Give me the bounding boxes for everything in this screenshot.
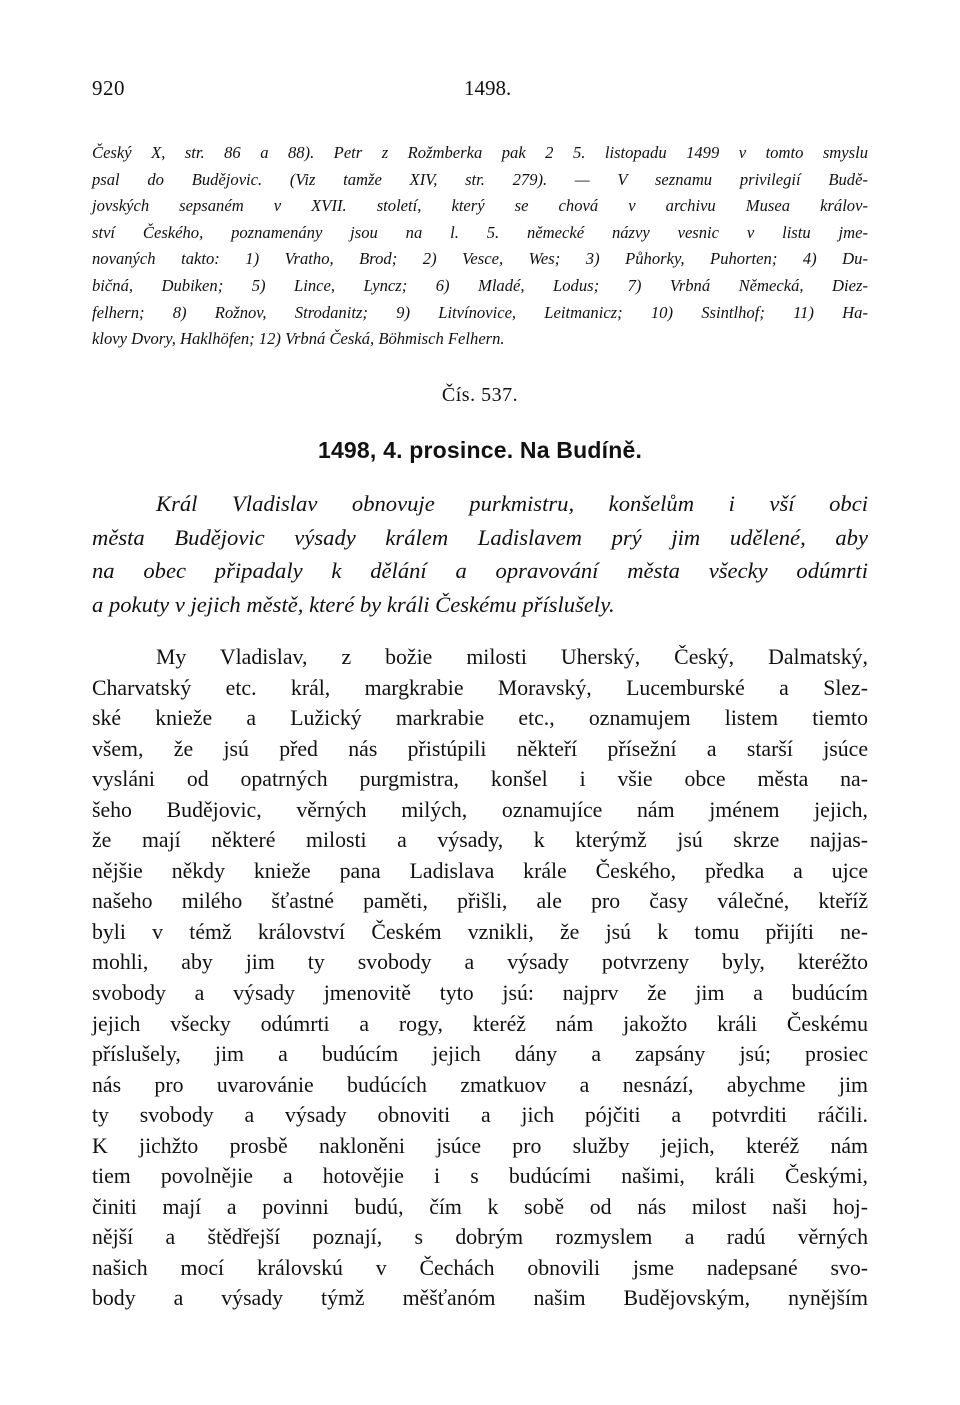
- footnote-line: novaných takto: 1) Vratho, Brod; 2) Vesce, Wes; 3) Půhorky, Puhorten; 4) Du-: [92, 249, 868, 269]
- page-number: 920: [92, 76, 125, 100]
- regest-line: na obec připadaly k dělání a opravování města všecky odúmrti: [92, 558, 868, 584]
- document-text: [92, 642, 868, 1314]
- text-line: že mají některé milosti a výsady, k kterýmž jsú skrze najjas-: [92, 828, 868, 853]
- text-line: našich mocí královskú v Čechách obnovili jsme nadepsané svo-: [92, 1255, 868, 1280]
- text-line: K jichžto prosbě nakloněni jsúce pro služby jejich, kteréž nám: [92, 1133, 868, 1158]
- footnote-line: klovy Dvory, Haklhöfen; 12) Vrbná Česká, Böhmisch Felhern.: [92, 329, 505, 349]
- regest-line: a pokuty v jejich městě, které by králi Českému příslušely.: [92, 591, 615, 617]
- document-number: Čís. 537.: [441, 384, 519, 406]
- text-line: činiti mají a povinni budú, čím k sobě od nás milost naši hoj-: [92, 1194, 868, 1219]
- text-line: našeho milého šťastné paměti, přišli, ale pro časy válečné, kteříž: [92, 889, 868, 914]
- running-title: 1498.: [464, 76, 512, 100]
- regest: [92, 487, 868, 621]
- footnote-line: felhern; 8) Rožnov, Strodanitz; 9) Litvínovice, Leitmanicz; 10) Ssintlhof; 11) Ha-: [92, 302, 868, 322]
- text-line: byli v témž království Českém vznikli, že jsú k tomu přijíti ne-: [92, 919, 868, 944]
- text-line: My Vladislav, z božie milosti Uherský, Český, Dalmatský,: [156, 645, 868, 669]
- text-line: nější a štědřejší poznají, s dobrým rozmyslem a radú věrných: [92, 1225, 868, 1250]
- running-header: [92, 76, 868, 106]
- footnote-line: bičná, Dubiken; 5) Lince, Lyncz; 6) Mladé, Lodus; 7) Vrbná Německá, Diez-: [92, 275, 868, 295]
- footnote-line: Český X, str. 86 a 88). Petr z Rožmberka pak 2 5. listopadu 1499 v tomto smyslu: [92, 143, 868, 162]
- text-line: jejich všecky odúmrti a rogy, kteréž nám jakožto králi Českému: [92, 1011, 868, 1036]
- regest-line: města Budějovic výsady králem Ladislavem prý jim udělené, aby: [92, 524, 868, 550]
- text-line: ské knieže a Lužický markrabie etc., oznamujem listem tiemto: [92, 706, 868, 731]
- text-line: svobody a výsady jmenovitě tyto jsú: najprv že jim a budúcím: [92, 981, 868, 1006]
- text-line: mohli, aby jim ty svobody a výsady potvrzeny byly, kteréžto: [92, 950, 868, 975]
- footnote-continuation: [92, 140, 868, 353]
- footnote-line: jovských sepsaném v XVII. století, který se chová v archivu Musea králov-: [92, 196, 868, 216]
- text-line: tiem povolnějie a hotovějie i s budúcími našimi, králi Českými,: [92, 1164, 868, 1189]
- text-line: všem, že jsú před nás přistúpili někteří přísežní a starší jsúce: [92, 736, 868, 761]
- footnote-line: psal do Budějovic. (Viz tamže XIV, str. 279). — V seznamu privilegií Budě-: [92, 169, 868, 189]
- footnote-line: ství Českého, poznamenány jsou na l. 5. německé názvy vesnic v listu jme-: [92, 222, 868, 242]
- text-line: Charvatský etc. král, margkrabie Moravský, Lucemburské a Slez-: [92, 675, 868, 700]
- regest-line: Král Vladislav obnovuje purkmistru, konšelům i vší obci: [156, 491, 868, 516]
- text-line: příslušely, jim a budúcím jejich dány a zapsány jsú; prosiec: [92, 1042, 868, 1067]
- text-line: ty svobody a výsady obnoviti a jich pójčiti a potvrditi ráčili.: [92, 1103, 868, 1128]
- text-line: nás pro uvarovánie budúcích zmatkuov a nesnází, abychme jim: [92, 1072, 868, 1097]
- text-line: nějšie někdy knieže pana Ladislava krále Českého, předka a ujce: [92, 858, 868, 883]
- text-line: šeho Budějovic, věrných milých, oznamujíce nám jménem jejich,: [92, 797, 868, 822]
- document-date-place: 1498, 4. prosince. Na Budíně.: [317, 437, 643, 463]
- text-line: body a výsady týmž měšťanóm našim Budějovským, nynějším: [92, 1286, 868, 1311]
- text-line: vysláni od opatrných purgmistra, konšel i všie obce města na-: [92, 767, 868, 792]
